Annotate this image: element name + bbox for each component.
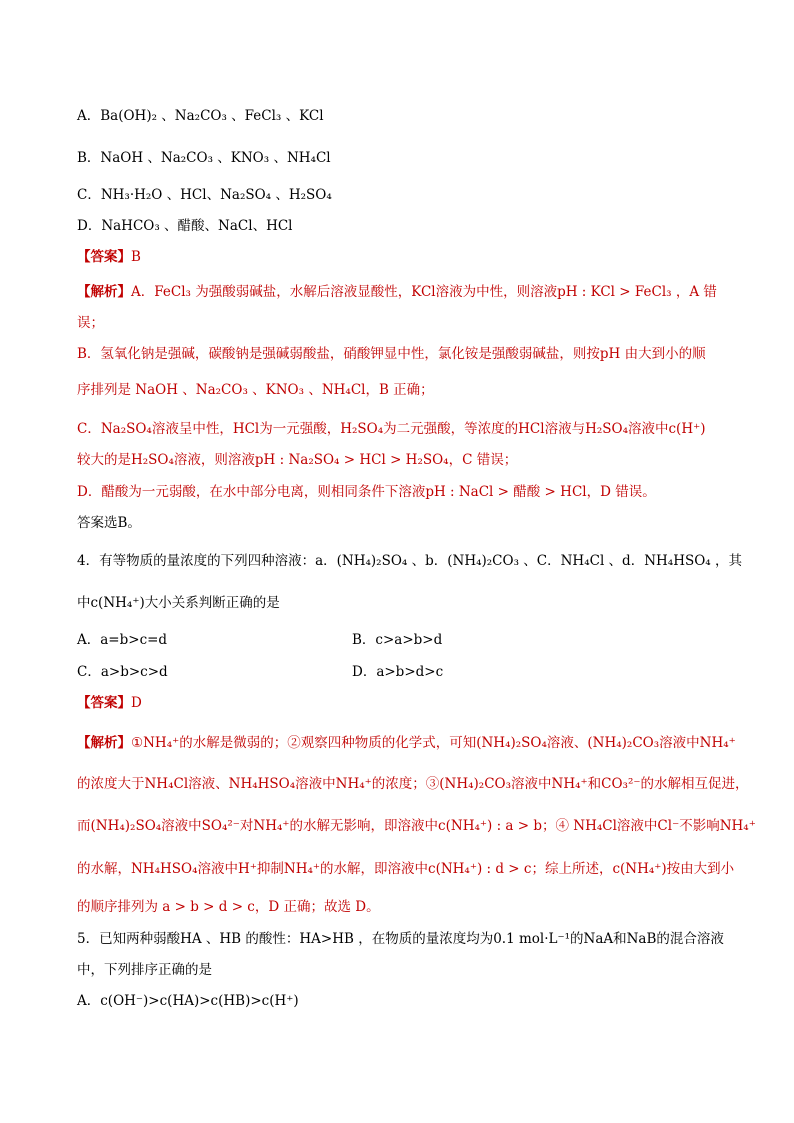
q3-conclusion: 答案选B。 — [77, 515, 141, 531]
q3-analysis-line-1: 【解析】A．FeCl₃ 为强酸弱碱盐，水解后溶液显酸性，KCl溶液为中性，则溶液pH : KCl > FeCl₃ ，A 错 — [77, 284, 717, 300]
q5-stem-line-2: 中，下列排序正确的是 — [77, 962, 212, 978]
q4-analysis-line-1: 【解析】①NH₄⁺的水解是微弱的；②观察四种物质的化学式，可知(NH₄)₂SO₄溶液、(NH₄)₂CO₃溶液中NH₄⁺ — [77, 735, 736, 751]
q3-analysis-line-4: 序排列是 NaOH 、Na₂CO₃ 、KNO₃ 、NH₄Cl，B 正确； — [77, 382, 434, 398]
q3-option-c: C．NH₃·H₂O 、HCl、Na₂SO₄ 、H₂SO₄ — [77, 187, 332, 203]
q3-option-a: A．Ba(OH)₂ 、Na₂CO₃ 、FeCl₃ 、KCl — [77, 108, 324, 124]
q4-answer — [77, 694, 734, 712]
analysis-label: 【解析】 — [77, 735, 131, 751]
answer-label: 【答案】 — [77, 695, 131, 711]
q4-options-row-1 — [77, 631, 734, 649]
q3-analysis-line-2: 误； — [77, 315, 104, 331]
q4-stem-line-1: 4．有等物质的量浓度的下列四种溶液：a．(NH₄)₂SO₄ 、b．(NH₄)₂CO₃ 、C．NH₄Cl 、d．NH₄HSO₄ ，其 — [77, 553, 742, 569]
q3-answer — [77, 248, 734, 266]
answer-value: D — [131, 695, 142, 711]
q4-option-a: A．a=b>c=d — [77, 632, 168, 648]
q3-analysis-line-7: D．醋酸为一元弱酸，在水中部分电离，则相同条件下溶液pH : NaCl > 醋酸 > HCl，D 错误。 — [77, 484, 656, 500]
q4-options-row-2 — [77, 663, 734, 681]
answer-value: B — [131, 249, 141, 265]
q4-analysis-line-4: 的水解，NH₄HSO₄溶液中H⁺抑制NH₄⁺的水解，即溶液中c(NH₄⁺) : d > c；综上所述，c(NH₄⁺)按由大到小 — [77, 861, 735, 877]
q4-option-d: D．a>b>d>c — [352, 664, 444, 680]
q5-stem-line-1: 5．已知两种弱酸HA 、HB 的酸性：HA>HB ，在物质的量浓度均为0.1 mol·L⁻¹的NaA和NaB的混合溶液 — [77, 931, 724, 947]
q4-analysis-line-3: 而(NH₄)₂SO₄溶液中SO₄²⁻对NH₄⁺的水解无影响，即溶液中c(NH₄⁺) : a > b；④ NH₄Cl溶液中Cl⁻不影响NH₄⁺ — [77, 818, 756, 834]
q3-option-d: D．NaHCO₃ 、醋酸、NaCl、HCl — [77, 218, 293, 234]
answer-label: 【答案】 — [77, 249, 131, 265]
q4-stem-line-2: 中c(NH₄⁺)大小关系判断正确的是 — [77, 595, 280, 611]
q4-option-b: B．c>a>b>d — [352, 632, 443, 648]
q5-option-a: A．c(OH⁻)>c(HA)>c(HB)>c(H⁺) — [77, 993, 299, 1009]
analysis-label: 【解析】 — [77, 284, 131, 300]
q3-analysis-line-5: C．Na₂SO₄溶液呈中性，HCl为一元强酸，H₂SO₄为二元强酸，等浓度的HCl溶液与H₂SO₄溶液中c(H⁺) — [77, 421, 706, 437]
q4-analysis-line-5: 的顺序排列为 a > b > d > c，D 正确；故选 D。 — [77, 899, 380, 915]
q4-analysis-line-2: 的浓度大于NH₄Cl溶液、NH₄HSO₄溶液中NH₄⁺的浓度；③(NH₄)₂CO₃溶液中NH₄⁺和CO₃²⁻的水解相互促进， — [77, 776, 749, 792]
q3-analysis-line-6: 较大的是H₂SO₄溶液，则溶液pH : Na₂SO₄ > HCl > H₂SO₄，C 错误； — [77, 452, 518, 468]
q3-option-b: B．NaOH 、Na₂CO₃ 、KNO₃ 、NH₄Cl — [77, 150, 331, 166]
q3-analysis-line-3: B．氢氧化钠是强碱，碳酸钠是强碱弱酸盐，硝酸钾显中性，氯化铵是强酸弱碱盐，则按pH 由大到小的顺 — [77, 346, 706, 362]
q4-option-c: C．a>b>c>d — [77, 664, 168, 680]
